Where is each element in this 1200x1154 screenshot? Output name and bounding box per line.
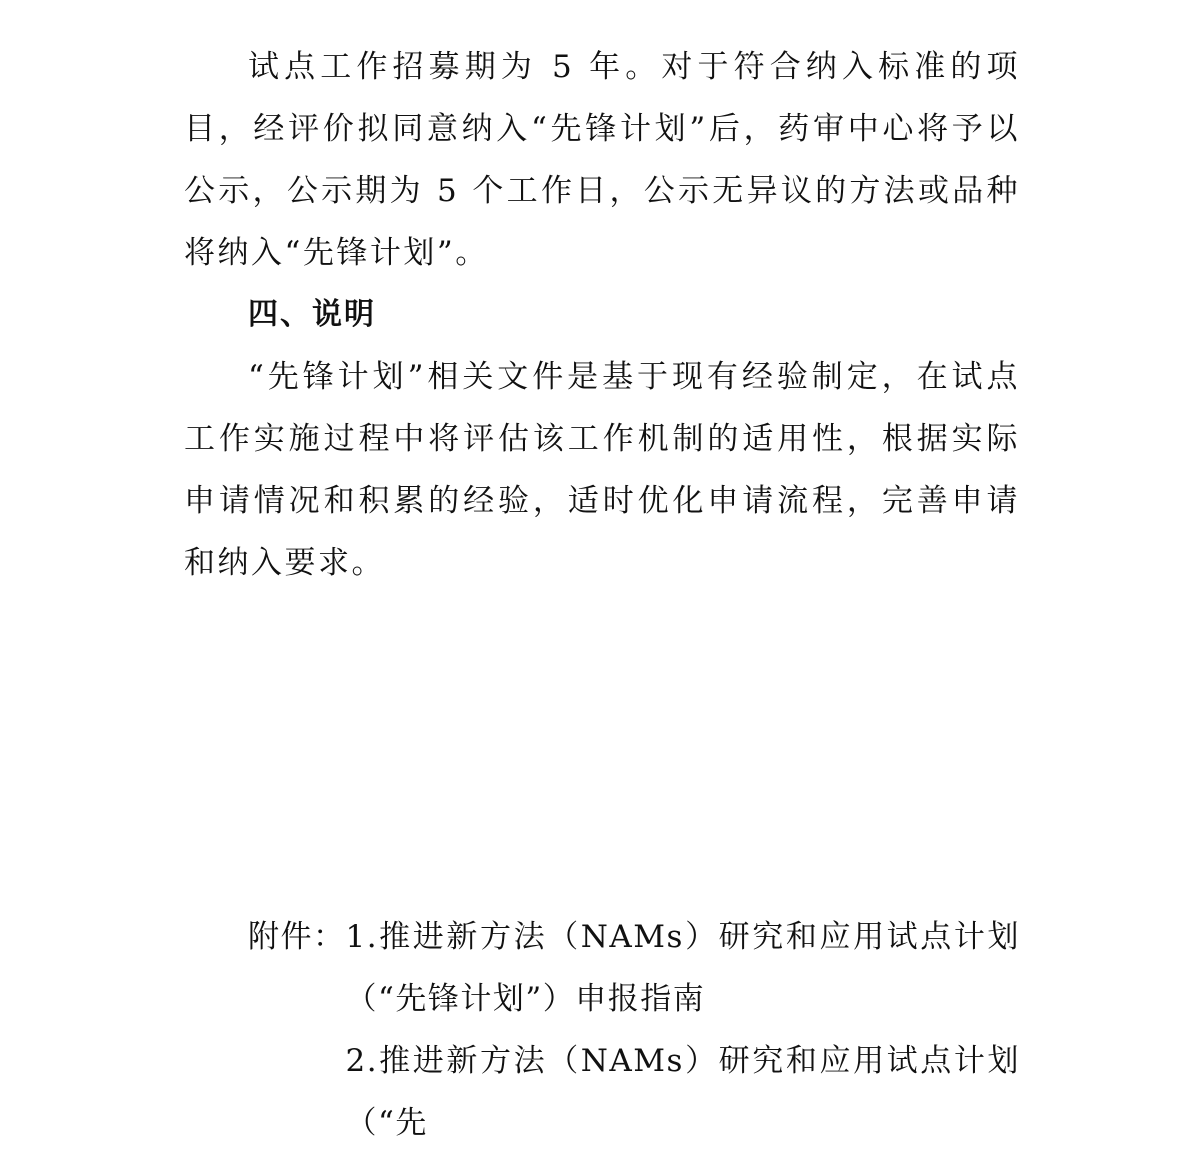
paragraph-recruitment-period: 试点工作招募期为 5 年。对于符合纳入标准的项目，经评价拟同意纳入“先锋计划”后，药审中心将予以公示，公示期为 5 个工作日，公示无异议的方法或品种将纳入“先锋计划”。 (184, 49, 1020, 271)
attachment-item-2: 2.推进新方法（NAMs）研究和应用试点计划（“先 (345, 1043, 1020, 1141)
paragraph-explanation: “先锋计划”相关文件是基于现有经验制定，在试点工作实施过程中将评估该工作机制的适用性，根据实际申请情况和积累的经验，适时优化申请流程，完善申请和纳入要求。 (184, 359, 1020, 581)
attachments-label: 附件： (248, 919, 346, 955)
section-heading-explanation: 四、说明 (248, 297, 376, 332)
attachments-block (248, 906, 1020, 1154)
attachments-list (346, 906, 1021, 1154)
attachment-item-1: 1.推进新方法（NAMs）研究和应用试点计划（“先锋计划”）申报指南 (345, 919, 1020, 1017)
